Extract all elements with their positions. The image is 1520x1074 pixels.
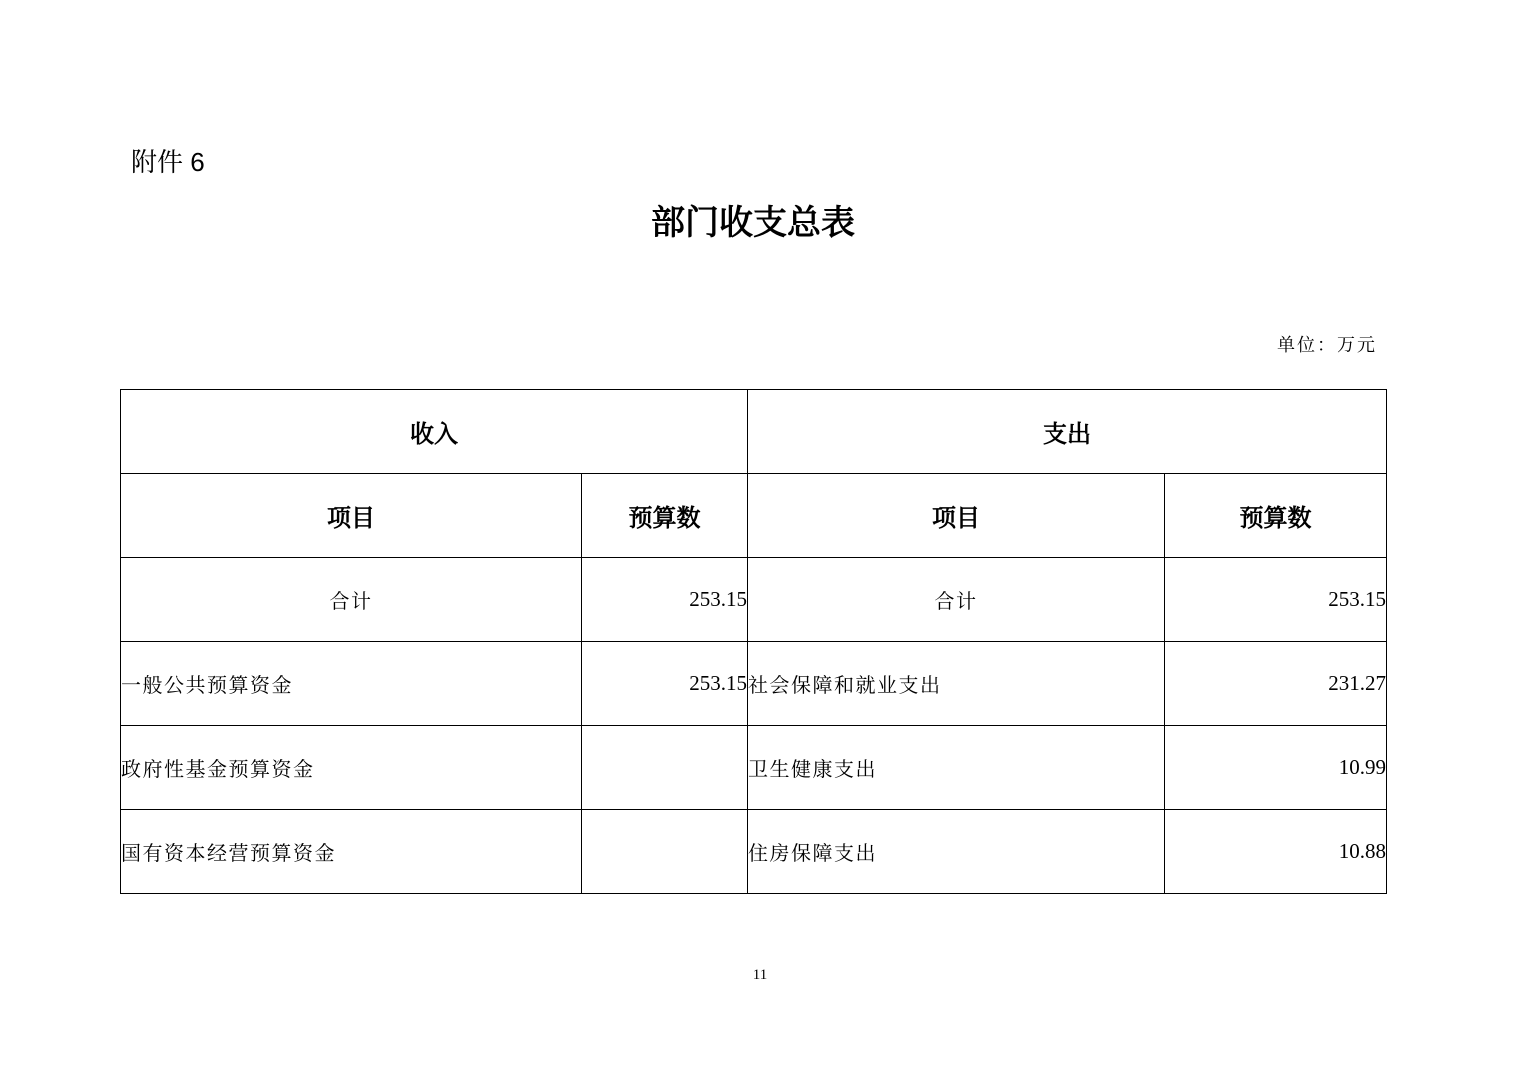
- expense-item-cell: 合计: [748, 558, 1165, 642]
- column-header-expense-amount: 预算数: [1165, 474, 1387, 558]
- expense-amount-cell: 10.99: [1165, 726, 1387, 810]
- expense-item-cell: 社会保障和就业支出: [748, 642, 1165, 726]
- income-item-cell: 一般公共预算资金: [121, 642, 582, 726]
- income-amount-cell: 253.15: [582, 642, 748, 726]
- column-header-expense-item: 项目: [748, 474, 1165, 558]
- income-amount-cell: [582, 810, 748, 894]
- expense-amount-cell: 231.27: [1165, 642, 1387, 726]
- expense-amount-cell: 10.88: [1165, 810, 1387, 894]
- expense-amount-cell: 253.15: [1165, 558, 1387, 642]
- income-item-cell: 国有资本经营预算资金: [121, 810, 582, 894]
- table-row: [121, 642, 1387, 726]
- income-amount-cell: [582, 726, 748, 810]
- expense-item-cell: 卫生健康支出: [748, 726, 1165, 810]
- page-number: 11: [752, 967, 768, 983]
- table-row: [121, 726, 1387, 810]
- group-header-expense: 支出: [748, 390, 1387, 474]
- table-row-total: [121, 558, 1387, 642]
- income-item-cell: 合计: [121, 558, 582, 642]
- income-amount-cell: 253.15: [582, 558, 748, 642]
- attachment-label: 附件 6: [131, 147, 205, 177]
- page-title: 部门收支总表: [651, 203, 855, 243]
- income-item-cell: 政府性基金预算资金: [121, 726, 582, 810]
- budget-table: [120, 389, 1387, 894]
- column-header-row: [121, 474, 1387, 558]
- column-header-income-amount: 预算数: [582, 474, 748, 558]
- table-row: [121, 810, 1387, 894]
- group-header-income: 收入: [121, 390, 748, 474]
- column-header-income-item: 项目: [121, 474, 582, 558]
- expense-item-cell: 住房保障支出: [748, 810, 1165, 894]
- unit-label: 单位：万元: [1277, 335, 1377, 356]
- group-header-row: [121, 390, 1387, 474]
